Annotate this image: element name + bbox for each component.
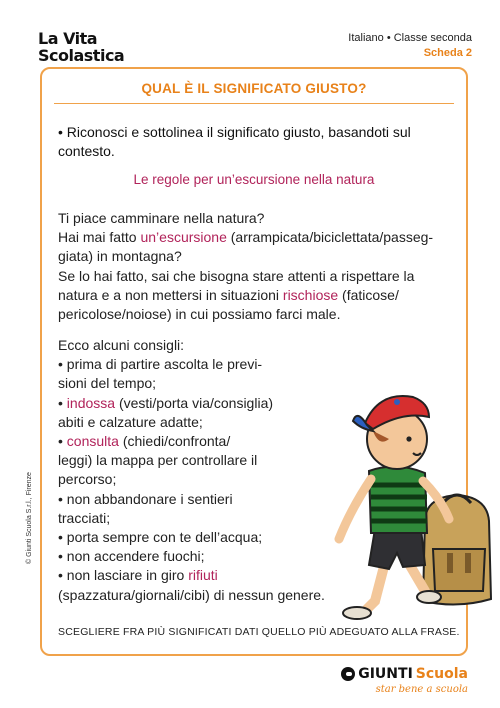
line: (vesti/porta via/consiglia) <box>115 394 274 411</box>
target-word-consulta: consulta <box>66 433 119 450</box>
list-item: • porta sempre con te dell’acqua; <box>58 529 263 546</box>
copyright-side: © Giunti Scuola S.r.l., Firenze <box>26 472 33 564</box>
list-item: tracciati; <box>58 509 111 526</box>
list-item <box>58 566 328 585</box>
tips-intro: Ecco alcuni consigli: <box>58 337 185 353</box>
subject-label: Italiano • Classe seconda <box>348 32 472 44</box>
line: Ti piace camminare nella natura? <box>58 210 265 226</box>
boy-hiker-illustration <box>317 369 500 629</box>
striped-shirt <box>369 466 427 533</box>
list-item: leggi) la mappa per controllare il <box>58 452 258 469</box>
header-meta <box>348 31 472 61</box>
line: • non lasciare in giro <box>58 567 189 584</box>
target-word-escursione: un’escursione <box>140 229 227 246</box>
logo-giunti: GIUNTI <box>358 666 413 682</box>
line: pericolose/noiose) in cui possiamo farci male. <box>58 306 341 323</box>
paragraph-intro <box>58 209 458 324</box>
tips-list <box>58 336 328 605</box>
brand-line1: La Vita <box>38 29 98 48</box>
line: Se lo hai fatto, sai che bisogna stare attenti a rispettare la <box>58 267 415 284</box>
target-word-rischiose: rischiose <box>282 286 339 303</box>
logo-scuola: Scuola <box>415 666 468 682</box>
bullet: • <box>58 433 67 450</box>
list-item: • non abbandonare i sentieri <box>58 490 233 507</box>
instruction: • Riconosci e sottolinea il significato giusto, basandoti sul contesto. <box>58 124 411 159</box>
title-divider <box>54 103 454 104</box>
line: (arrampicata/biciclettata/passeg- <box>226 229 434 246</box>
list-item: (spazzatura/giornali/cibi) di nessun genere. <box>58 586 325 603</box>
line: Hai mai fatto <box>58 229 141 246</box>
card-title: QUAL È IL SIGNIFICATO GIUSTO? <box>141 81 367 96</box>
exercise-card <box>40 67 468 656</box>
line: natura e a non mettersi in situazioni <box>58 286 283 303</box>
logo-main <box>341 666 468 682</box>
list-item <box>58 432 328 451</box>
target-word-indossa: indossa <box>66 394 116 411</box>
target-word-rifiuti: rifiuti <box>188 567 218 584</box>
line: (chiedi/confronta/ <box>118 433 231 450</box>
line: (faticose/ <box>338 286 399 303</box>
list-item: • prima di partire ascolta le previ- <box>58 356 263 373</box>
line: giata) in montagna? <box>58 248 182 265</box>
list-item: • non accendere fuochi; <box>58 548 205 565</box>
brand-logo <box>38 30 124 64</box>
publisher-logo <box>341 666 468 695</box>
giunti-g-icon <box>341 667 355 681</box>
text-subtitle: Le regole per un’escursione nella natura <box>133 172 375 187</box>
sheet-label: Scheda 2 <box>423 47 472 59</box>
list-item: sioni del tempo; <box>58 375 157 392</box>
brand-line2: Scolastica <box>38 46 125 65</box>
logo-tagline: star bene a scuola <box>375 684 468 695</box>
bullet: • <box>58 394 67 411</box>
backpack <box>423 495 491 605</box>
footnote: SCEGLIERE FRA PIÙ SIGNIFICATI DATI QUELLO PIÙ ADEGUATO ALLA FRASE. <box>58 626 460 638</box>
list-item <box>58 394 328 413</box>
list-item: abiti e calzature adatte; <box>58 413 203 430</box>
list-item: percorso; <box>58 471 117 488</box>
